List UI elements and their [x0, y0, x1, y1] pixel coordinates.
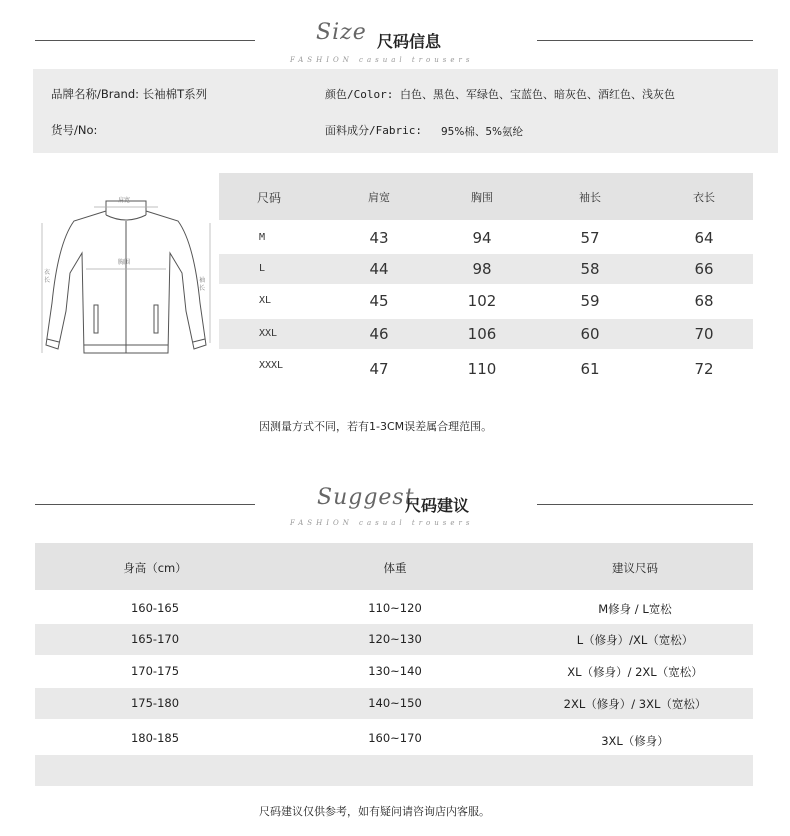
jacket-outline-icon [36, 193, 216, 363]
sleeve-cell: 59 [580, 292, 600, 310]
sleeve-cell: 57 [580, 229, 600, 247]
product-info-box [33, 69, 778, 153]
header-weight: 体重 [383, 561, 407, 575]
size-cell: XXXL [259, 360, 284, 371]
header-shoulder: 肩宽 [368, 191, 390, 204]
section1-script-title: Size [316, 20, 367, 45]
table-row [219, 319, 753, 349]
table-row [35, 723, 753, 754]
length-cell: 70 [694, 325, 714, 343]
sleeve-cell: 58 [580, 260, 600, 278]
chest-cell: 94 [472, 229, 492, 247]
section2-rule-right [537, 504, 753, 505]
size-cell: M [259, 232, 266, 243]
brand-info: 品牌名称/Brand: 长袖棉T系列 [51, 87, 208, 101]
diagram-label-chest: 胸围 [118, 259, 131, 266]
diagram-label-sleeve: 袖长 [199, 277, 206, 292]
chest-cell: 98 [472, 260, 492, 278]
recommended-size-cell: 2XL（修身）/ 3XL（宽松） [563, 697, 707, 711]
size-cell: L [259, 263, 266, 274]
shoulder-cell: 47 [369, 360, 389, 378]
diagram-label-length: 衣长 [44, 269, 51, 284]
height-cell: 180-185 [130, 731, 180, 745]
recommended-size-cell: M修身 / L宽松 [598, 602, 672, 616]
rec-table-header [35, 543, 753, 590]
table-row [219, 286, 753, 316]
size-cell: XL [259, 295, 272, 306]
table-row-empty [35, 755, 753, 786]
weight-cell: 140~150 [368, 696, 422, 710]
table-row [35, 624, 753, 655]
chest-cell: 106 [467, 325, 497, 343]
height-cell: 170-175 [130, 664, 180, 678]
recommended-size-cell: L（修身）/XL（宽松） [576, 633, 694, 647]
section2-title: 尺码建议 [405, 496, 470, 515]
measurement-note: 因测量方式不同，若有1-3CM误差属合理范围。 [259, 420, 493, 433]
length-cell: 68 [694, 292, 714, 310]
sleeve-cell: 61 [580, 360, 600, 378]
size-table-header [219, 173, 753, 220]
item-number-info: 货号/No: [51, 123, 98, 137]
weight-cell: 110~120 [368, 601, 422, 615]
section1-rule-left [35, 40, 255, 41]
fabric-value: 95%棉、5%氨纶 [441, 126, 523, 138]
header-recommended-size: 建议尺码 [612, 561, 658, 575]
header-length: 衣长 [693, 191, 715, 204]
section2-tagline: FASHION casual trousers [290, 519, 474, 527]
section1-tagline: FASHION casual trousers [290, 56, 474, 64]
chest-cell: 110 [467, 360, 497, 378]
length-cell: 64 [694, 229, 714, 247]
section1-title: 尺码信息 [377, 32, 442, 51]
table-row [35, 593, 753, 624]
jacket-measurement-diagram [36, 193, 216, 363]
section1-rule-right [537, 40, 753, 41]
section2-rule-left [35, 504, 255, 505]
table-row [219, 254, 753, 284]
weight-cell: 120~130 [368, 632, 422, 646]
length-cell: 66 [694, 260, 714, 278]
table-row [219, 223, 753, 253]
table-row [35, 688, 753, 719]
weight-cell: 160~170 [368, 731, 422, 745]
height-cell: 175-180 [130, 696, 180, 710]
table-row [35, 656, 753, 687]
header-size: 尺码 [257, 191, 282, 205]
diagram-label-shoulder: 肩宽 [118, 197, 131, 204]
weight-cell: 130~140 [368, 664, 422, 678]
color-info: 颜色/Color: 白色、黑色、军绿色、宝蓝色、暗灰色、酒红色、浅灰色 [325, 88, 675, 101]
shoulder-cell: 46 [369, 325, 389, 343]
height-cell: 160-165 [130, 601, 180, 615]
shoulder-cell: 45 [369, 292, 389, 310]
table-row [219, 354, 753, 384]
length-cell: 72 [694, 360, 714, 378]
header-sleeve: 袖长 [579, 191, 601, 204]
sleeve-cell: 60 [580, 325, 600, 343]
height-cell: 165-170 [130, 632, 180, 646]
header-chest: 胸围 [471, 191, 493, 204]
recommendation-note: 尺码建议仅供参考，如有疑问请咨询店内客服。 [259, 805, 490, 818]
chest-cell: 102 [467, 292, 497, 310]
header-height: 身高（cm） [123, 561, 187, 575]
fabric-label: 面料成分/Fabric: [325, 124, 422, 137]
recommended-size-cell: 3XL（修身） [601, 734, 669, 748]
size-cell: XXL [259, 328, 278, 339]
shoulder-cell: 44 [369, 260, 389, 278]
shoulder-cell: 43 [369, 229, 389, 247]
section2-script-title: Suggest [317, 485, 415, 510]
recommended-size-cell: XL（修身）/ 2XL（宽松） [567, 665, 703, 679]
